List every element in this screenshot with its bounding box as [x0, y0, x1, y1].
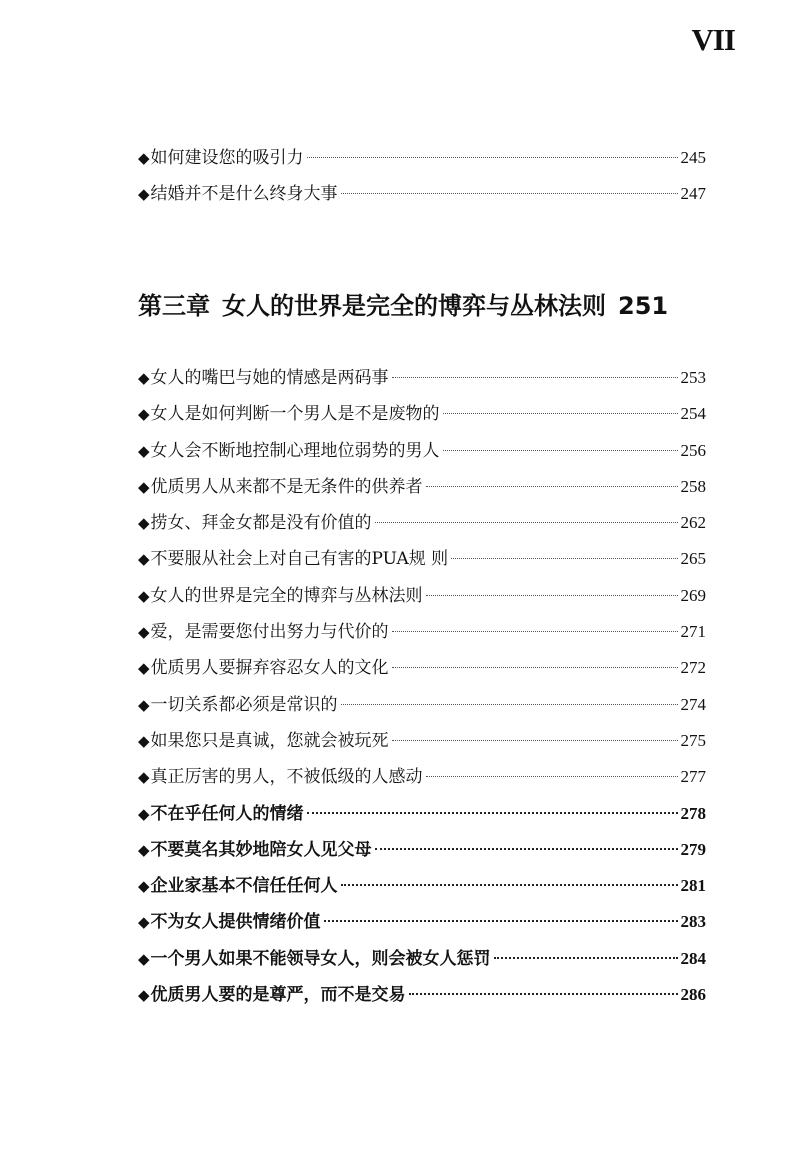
diamond-bullet-icon: ◆	[138, 804, 150, 823]
diamond-bullet-icon: ◆	[138, 586, 150, 605]
chapter-heading[interactable]	[138, 286, 708, 321]
toc-entry-title: 优质男人从来都不是无条件的供养者	[150, 476, 423, 497]
diamond-bullet-icon: ◆	[138, 623, 150, 642]
toc-entry-page-number: 253	[680, 368, 706, 387]
toc-entry-page-number: 271	[680, 622, 706, 642]
dot-leader	[443, 450, 678, 451]
toc-entry[interactable]	[138, 578, 706, 614]
toc-entry[interactable]	[138, 650, 706, 686]
diamond-bullet-icon: ◆	[138, 477, 150, 496]
toc-entry[interactable]	[138, 687, 706, 723]
dot-leader	[426, 776, 678, 777]
toc-entry-title: 女人的嘴巴与她的情感是两码事	[150, 368, 389, 388]
dot-leader	[426, 486, 678, 487]
toc-entry[interactable]	[138, 140, 706, 176]
toc-entry-title: 真正厉害的男人，不被低级的人感动	[150, 767, 423, 788]
toc-entry-page-number: 245	[680, 148, 706, 167]
dot-leader	[324, 920, 678, 922]
dot-leader	[375, 848, 678, 850]
diamond-bullet-icon: ◆	[138, 840, 150, 859]
chapter-page-number: 251	[618, 292, 669, 320]
dot-leader	[341, 884, 678, 886]
toc-entry-page-number: 254	[680, 404, 706, 424]
toc-list-previous-chapter	[138, 140, 706, 213]
toc-entry-title: 不在乎任何人的情绪	[150, 803, 304, 824]
toc-entry[interactable]	[138, 541, 706, 577]
toc-entry-title: 企业家基本不信任任何人	[150, 876, 338, 897]
toc-entry-title: 一个男人如果不能领导女人，则会被女人惩罚	[150, 948, 491, 969]
toc-entry-page-number: 286	[680, 985, 706, 1005]
toc-entry-page-number: 284	[680, 948, 706, 968]
toc-entry-title: 女人的世界是完全的博弈与丛林法则	[150, 585, 423, 606]
page-number: VII	[691, 22, 735, 57]
toc-entry-page-number: 275	[680, 730, 706, 750]
toc-entry-title: 优质男人要的是尊严，而不是交易	[150, 985, 406, 1006]
dot-leader	[494, 957, 678, 959]
diamond-bullet-icon: ◆	[138, 768, 150, 787]
diamond-bullet-icon: ◆	[138, 149, 150, 167]
dot-leader	[375, 522, 678, 523]
toc-entry-title: 爱，是需要您付出努力与代价的	[150, 622, 389, 643]
toc-entry[interactable]	[138, 904, 706, 940]
toc-entry-page-number: 256	[680, 440, 706, 460]
chapter-label: 第三章	[138, 292, 210, 320]
diamond-bullet-icon: ◆	[138, 185, 150, 204]
toc-entry-page-number: 278	[680, 803, 706, 823]
diamond-bullet-icon: ◆	[138, 405, 150, 424]
toc-entry[interactable]	[138, 176, 706, 212]
toc-entry-page-number: 262	[680, 513, 706, 533]
toc-entry-title: 不要莫名其妙地陪女人见父母	[150, 839, 372, 860]
toc-entry-title: 优质男人要摒弃容忍女人的文化	[150, 658, 389, 679]
dot-leader	[451, 558, 677, 559]
dot-leader	[307, 157, 678, 158]
toc-entry-title: 女人会不断地控制心理地位弱势的男人	[150, 440, 440, 461]
toc-entry[interactable]	[138, 796, 706, 832]
toc-entry-page-number: 279	[680, 839, 706, 859]
toc-entry[interactable]	[138, 723, 706, 759]
diamond-bullet-icon: ◆	[138, 695, 150, 714]
diamond-bullet-icon: ◆	[138, 949, 150, 968]
toc-entry[interactable]	[138, 614, 706, 650]
toc-entry[interactable]	[138, 868, 706, 904]
toc-entry[interactable]	[138, 941, 706, 977]
diamond-bullet-icon: ◆	[138, 659, 150, 678]
dot-leader	[443, 413, 678, 414]
toc-entry-title: 如何建设您的吸引力	[150, 148, 304, 168]
toc-entry[interactable]	[138, 505, 706, 541]
diamond-bullet-icon: ◆	[138, 514, 150, 533]
dot-leader	[392, 377, 678, 378]
toc-entry-page-number: 281	[680, 876, 706, 896]
diamond-bullet-icon: ◆	[138, 913, 150, 932]
dot-leader	[392, 631, 678, 632]
diamond-bullet-icon: ◆	[138, 441, 150, 460]
dot-leader	[409, 993, 678, 995]
toc-entry-title: 结婚并不是什么终身大事	[150, 184, 338, 205]
diamond-bullet-icon: ◆	[138, 877, 150, 896]
toc-entry-title: 一切关系都必须是常识的	[150, 694, 338, 715]
diamond-bullet-icon: ◆	[138, 986, 150, 1005]
toc-entry-page-number: 272	[680, 658, 706, 678]
chapter-title: 女人的世界是完全的博弈与丛林法则	[222, 292, 606, 320]
toc-entry-page-number: 265	[680, 549, 706, 569]
toc-entry-page-number: 258	[680, 476, 706, 496]
dot-leader	[392, 667, 678, 668]
toc-entry[interactable]	[138, 977, 706, 1013]
toc-entry-page-number: 247	[680, 184, 706, 204]
toc-entry-page-number: 277	[680, 767, 706, 787]
toc-entry-title: 女人是如何判断一个男人是不是废物的	[150, 404, 440, 425]
dot-leader	[341, 704, 678, 705]
diamond-bullet-icon: ◆	[138, 369, 150, 387]
diamond-bullet-icon: ◆	[138, 731, 150, 750]
diamond-bullet-icon: ◆	[138, 550, 150, 569]
toc-entry[interactable]	[138, 759, 706, 795]
toc-entry-title: 不为女人提供情绪价值	[150, 912, 321, 933]
toc-entry[interactable]	[138, 396, 706, 432]
toc-entry[interactable]	[138, 832, 706, 868]
dot-leader	[341, 193, 678, 194]
toc-entry-page-number: 274	[680, 694, 706, 714]
toc-entry-title: 如果您只是真诚，您就会被玩死	[150, 730, 389, 751]
toc-entry[interactable]	[138, 469, 706, 505]
toc-entry[interactable]	[138, 360, 706, 396]
toc-entry-page-number: 269	[680, 585, 706, 605]
toc-entry-title: 不要服从社会上对自己有害的PUA规 则	[150, 549, 449, 570]
dot-leader	[392, 740, 678, 741]
dot-leader	[426, 595, 678, 596]
toc-entry-title: 捞女、拜金女都是没有价值的	[150, 513, 372, 534]
dot-leader	[307, 812, 678, 814]
toc-entry-page-number: 283	[680, 912, 706, 932]
toc-entry[interactable]	[138, 433, 706, 469]
toc-list-chapter-three	[138, 360, 706, 1013]
